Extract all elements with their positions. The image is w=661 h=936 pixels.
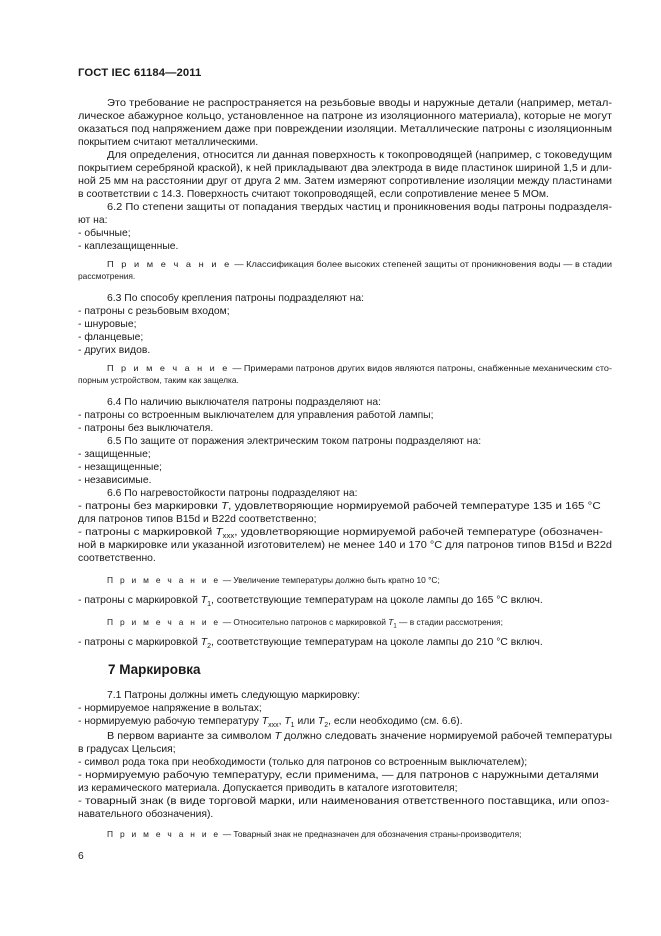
clause-6-6: 6.6 По нагревостойкости патроны подразделяют на: xyxy=(107,488,358,499)
list-item: - символ рода тока при необходимости (только для патронов со встроенным выключателем); xyxy=(78,757,528,768)
note-continuation: порным устройством, таким как защелка. xyxy=(78,375,239,385)
list-item: - патроны с маркировкой $T_{xxx}$, удовлетворяющие нормируемой рабочей температуре (обозначен- xyxy=(78,527,603,541)
list-item: - других видов. xyxy=(78,345,151,356)
list-item: - патроны без выключателя. xyxy=(78,423,214,434)
list-item: - патроны с маркировкой $T_1$, соответствующие температурам на цоколе лампы до 165 °С включ. xyxy=(78,595,543,609)
list-item: - независимые. xyxy=(78,475,152,486)
text-line: покрытием серебряной краской), к ней прикладывают два электрода в виде пластинок шириной 1,5 и дли- xyxy=(78,163,613,174)
text-line: в соответствии с 14.3. Поверхность считают токопроводящей, если сопротивление менее 5 МОм. xyxy=(78,189,549,200)
text-line: из керамического материала. Допускается приводить в каталоге изготовителя; xyxy=(78,783,458,794)
text-line: ной в маркировке или указанной изготовителем) не менее 140 и 170 °С для патронов типов B15d и B22d xyxy=(78,540,613,551)
text-line: В первом варианте за символом T должно следовать значение нормируемой рабочей температуры xyxy=(107,731,613,742)
note: П р и м е ч а н и е — Классификация более высоких степеней защиты от проникновения воды — в стадии xyxy=(107,259,612,269)
clause-7-1: 7.1 Патроны должны иметь следующую маркировку: xyxy=(107,690,361,701)
list-item: - нормируемую рабочую температуру $T_{xxx}$, $T_1$ или $T_2$, если необходимо (см. 6.6). xyxy=(78,716,463,730)
text-line: в градусах Цельсия; xyxy=(78,744,176,755)
note: П р и м е ч а н и е — Примерами патронов других видов являются патроны, снабженные механическим сто- xyxy=(107,363,613,373)
list-item: - нормируемое напряжение в вольтах; xyxy=(78,703,262,714)
clause-6-5: 6.5 По защите от поражения электрическим током патроны подразделяют на: xyxy=(107,436,482,447)
list-item: - патроны с резьбовым входом; xyxy=(78,306,230,317)
text-line: оказаться под напряжением даже при повреждении изоляции. Металлические патроны с изоляционным xyxy=(78,124,613,135)
list-item: - каплезащищенные. xyxy=(78,241,179,252)
clause-6-3: 6.3 По способу крепления патроны подразделяют на: xyxy=(107,293,365,304)
text-line: соответственно. xyxy=(78,553,156,564)
list-item: - нормируемую рабочую температуру, если применима, — для патронов с наружными деталями xyxy=(78,770,599,781)
text-line: лическое абажурное кольцо, установленное на патроне из изоляционного материала), которые не могут xyxy=(78,111,612,122)
note: П р и м е ч а н и е — Относительно патронов с маркировкой $T_1$ — в стадии рассмотрения; xyxy=(107,617,503,630)
note: П р и м е ч а н и е — Товарный знак не предназначен для обозначения страны-производителя; xyxy=(107,829,522,839)
clause-6-2: 6.2 По степени защиты от попадания твердых частиц и проникновения воды патроны подразделя- xyxy=(107,202,612,213)
list-item: - шнуровые; xyxy=(78,319,137,330)
list-item: - товарный знак (в виде торговой марки, или наименования ответственного поставщика, или опоз- xyxy=(78,796,610,807)
note: П р и м е ч а н и е — Увеличение температуры должно быть кратно 10 °С; xyxy=(107,575,440,585)
text-line: Для определения, относится ли данная поверхность к токопроводящей (например, с токоведущим xyxy=(107,150,613,161)
list-item: - патроны с маркировкой $T_2$, соответствующие температурам на цоколе лампы до 210 °С включ. xyxy=(78,637,543,651)
list-item: - защищенные; xyxy=(78,449,151,460)
text-line: ют на: xyxy=(78,215,108,226)
list-item: - незащищенные; xyxy=(78,462,162,473)
text-line: ной 25 мм на расстоянии друг от друга 2 мм. Затем измеряют сопротивление изоляции между пластинами xyxy=(78,176,612,187)
clause-6-4: 6.4 По наличию выключателя патроны подразделяют на: xyxy=(107,397,382,408)
list-item: - фланцевые; xyxy=(78,332,144,343)
note-continuation: рассмотрения. xyxy=(78,271,136,281)
text-line: навательного обозначения). xyxy=(78,809,214,820)
page-number: 6 xyxy=(78,851,84,862)
document-header: ГОСТ IEC 61184—2011 xyxy=(78,67,202,79)
section-title: 7 Маркировка xyxy=(108,662,201,677)
list-item: - патроны со встроенным выключателем для управления работой лампы; xyxy=(78,410,434,421)
list-item: - обычные; xyxy=(78,228,131,239)
list-item: - патроны без маркировки T, удовлетворяющие нормируемой рабочей температуре 135 и 165 °С xyxy=(78,501,601,512)
text-line: Это требование не распространяется на резьбовые вводы и наружные детали (например, метал- xyxy=(107,98,613,109)
text-line: для патронов типов B15d и B22d соответственно; xyxy=(78,514,317,525)
text-line: покрытием считают металлическими. xyxy=(78,137,259,148)
